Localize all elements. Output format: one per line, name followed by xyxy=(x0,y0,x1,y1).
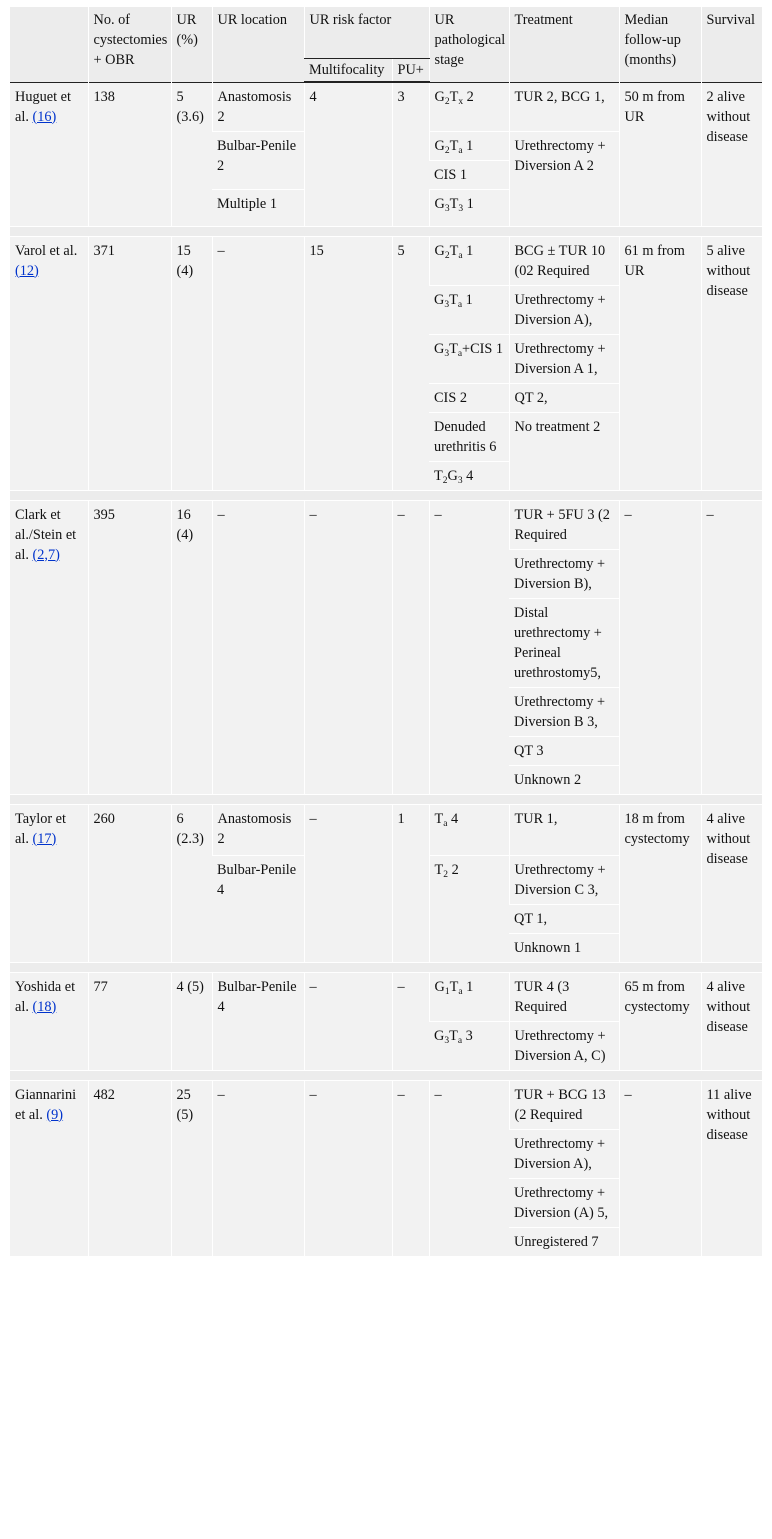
survival-cell: 2 alive without disease xyxy=(701,82,762,226)
survival-cell: 4 alive without disease xyxy=(701,972,762,1070)
survival-cell: 4 alive without disease xyxy=(701,804,762,962)
ur-percent-cell: 16 (4) xyxy=(171,500,212,794)
ur-percent-cell: 15 (4) xyxy=(171,236,212,490)
ur-stage-cell: $G_2T_a$ 1 xyxy=(429,131,509,160)
reference-link[interactable]: (9) xyxy=(46,1106,64,1123)
treatment-cell: TUR 2, BCG 1, xyxy=(509,82,619,131)
pu-plus-cell: 1 xyxy=(392,804,429,962)
survival-cell: 11 alive without disease xyxy=(701,1080,762,1256)
treatment-cell: Urethrectomy + Diversion A), xyxy=(509,285,619,334)
table-row-varol xyxy=(10,236,762,285)
row-spacer xyxy=(10,226,762,236)
reference-link[interactable]: (2,7) xyxy=(32,546,60,563)
followup-cell: 65 m from cystectomy xyxy=(619,972,701,1070)
ur-stage-cell: – xyxy=(429,500,509,794)
cystectomies-cell: 260 xyxy=(88,804,171,962)
survival-cell: 5 alive without disease xyxy=(701,236,762,490)
header-treatment: Treatment xyxy=(509,7,619,82)
ur-percent-cell: 6 (2.3) xyxy=(171,804,212,962)
treatment-cell: Urethrectomy + Diversion A 1, xyxy=(509,334,619,383)
treatment-cell: Urethrectomy + Diversion C 3, xyxy=(509,855,619,904)
pu-plus-cell: – xyxy=(392,1080,429,1256)
header-ur-pathological-stage: UR pathological stage xyxy=(429,7,509,82)
treatment-cell: Distal urethrectomy + Perineal urethrostomy5, xyxy=(509,598,619,687)
ur-stage-cell: $G_3T_3$ 1 xyxy=(429,189,509,226)
ur-location-cell: – xyxy=(212,500,304,794)
header-ur-risk-factor: UR risk factor xyxy=(304,7,429,59)
ur-location-cell: Bulbar-Penile 4 xyxy=(212,855,304,962)
cystectomies-cell: 371 xyxy=(88,236,171,490)
header-cystectomies: No. of cystectomies + OBR xyxy=(88,7,171,82)
ur-location-cell: Anastomosis 2 xyxy=(212,82,304,131)
ur-stage-cell: $G_2T_x$ 2 xyxy=(429,82,509,131)
treatment-cell: Urethrectomy + Diversion A), xyxy=(509,1129,619,1178)
header-author xyxy=(10,7,88,82)
followup-cell: – xyxy=(619,1080,701,1256)
table-row-clark xyxy=(10,500,762,549)
ur-stage-cell: CIS 1 xyxy=(429,160,509,189)
ur-location-cell: Anastomosis 2 xyxy=(212,804,304,855)
author-cell: Clark et al./Stein et al. (2,7) xyxy=(10,500,88,794)
pu-plus-cell: – xyxy=(392,500,429,794)
treatment-cell: Unknown 2 xyxy=(509,765,619,794)
header-ur-percent: UR (%) xyxy=(171,7,212,82)
table-row-taylor xyxy=(10,804,762,855)
author-cell: Huguet et al. (16) xyxy=(10,82,88,226)
treatment-cell: QT 2, xyxy=(509,383,619,412)
reference-link[interactable]: (18) xyxy=(32,998,57,1015)
treatment-cell: Urethrectomy + Diversion (A) 5, xyxy=(509,1178,619,1227)
treatment-cell: Urethrectomy + Diversion B), xyxy=(509,549,619,598)
treatment-cell: TUR + BCG 13 (2 Required xyxy=(509,1080,619,1129)
treatment-cell: Urethrectomy + Diversion A, C) xyxy=(509,1021,619,1070)
treatment-cell: No treatment 2 xyxy=(509,412,619,490)
survival-cell: – xyxy=(701,500,762,794)
ur-stage-cell: $T_2G_3$ 4 xyxy=(429,461,509,490)
ur-stage-cell: $G_3T_a$ 1 xyxy=(429,285,509,334)
multifocality-cell: – xyxy=(304,1080,392,1256)
header-multifocality: Multifocality xyxy=(304,59,392,83)
pu-plus-cell: – xyxy=(392,972,429,1070)
followup-cell: – xyxy=(619,500,701,794)
ur-location-cell: Multiple 1 xyxy=(212,189,304,226)
followup-cell: 18 m from cystectomy xyxy=(619,804,701,962)
followup-cell: 50 m from UR xyxy=(619,82,701,226)
pu-plus-cell: 5 xyxy=(392,236,429,490)
table-row-huguet xyxy=(10,82,762,131)
header-median-followup: Median follow-up (months) xyxy=(619,7,701,82)
row-spacer xyxy=(10,1070,762,1080)
cystectomies-cell: 138 xyxy=(88,82,171,226)
row-spacer xyxy=(10,962,762,972)
treatment-cell: TUR + 5FU 3 (2 Required xyxy=(509,500,619,549)
header-ur-location: UR location xyxy=(212,7,304,82)
table-row-giannarini xyxy=(10,1080,762,1129)
ur-location-cell: Bulbar-Penile 4 xyxy=(212,972,304,1070)
header-survival: Survival xyxy=(701,7,762,82)
ur-stage-cell: – xyxy=(429,1080,509,1256)
author-cell: Varol et al. (12) xyxy=(10,236,88,490)
treatment-cell: TUR 4 (3 Required xyxy=(509,972,619,1021)
ur-location-cell: – xyxy=(212,236,304,490)
ur-location-cell: – xyxy=(212,1080,304,1256)
ur-stage-cell: $G_3T_a+CIS$ 1 xyxy=(429,334,509,383)
treatment-cell: QT 1, xyxy=(509,904,619,933)
ur-stage-cell: $T_2$ 2 xyxy=(429,855,509,962)
multifocality-cell: 4 xyxy=(304,82,392,226)
ur-percent-cell: 4 (5) xyxy=(171,972,212,1070)
author-cell: Giannarini et al. (9) xyxy=(10,1080,88,1256)
row-spacer xyxy=(10,490,762,500)
ur-stage-cell: $G_1T_a$ 1 xyxy=(429,972,509,1021)
treatment-cell: Urethrectomy + Diversion B 3, xyxy=(509,687,619,736)
ur-percent-cell: 25 (5) xyxy=(171,1080,212,1256)
multifocality-cell: – xyxy=(304,804,392,962)
row-spacer xyxy=(10,794,762,804)
reference-link[interactable]: (16) xyxy=(32,108,57,125)
urethral-recurrence-table xyxy=(10,7,762,1257)
reference-link[interactable]: (17) xyxy=(32,830,57,847)
ur-stage-cell: $G_2T_a$ 1 xyxy=(429,236,509,285)
cystectomies-cell: 77 xyxy=(88,972,171,1070)
reference-link[interactable]: (12) xyxy=(15,262,39,279)
ur-stage-cell: $G_3T_a$ 3 xyxy=(429,1021,509,1070)
treatment-cell: Unregistered 7 xyxy=(509,1227,619,1256)
author-cell: Taylor et al. (17) xyxy=(10,804,88,962)
table-row-yoshida xyxy=(10,972,762,1021)
cystectomies-cell: 482 xyxy=(88,1080,171,1256)
treatment-cell: Unknown 1 xyxy=(509,933,619,962)
author-cell: Yoshida et al. (18) xyxy=(10,972,88,1070)
ur-stage-cell: Denuded urethritis 6 xyxy=(429,412,509,461)
ur-location-cell: Bulbar-Penile 2 xyxy=(212,131,304,189)
ur-stage-cell: $T_a$ 4 xyxy=(429,804,509,855)
treatment-cell: BCG ± TUR 10 (02 Required xyxy=(509,236,619,285)
cystectomies-cell: 395 xyxy=(88,500,171,794)
ur-stage-cell: CIS 2 xyxy=(429,383,509,412)
multifocality-cell: – xyxy=(304,500,392,794)
followup-cell: 61 m from UR xyxy=(619,236,701,490)
treatment-cell: Urethrectomy + Diversion A 2 xyxy=(509,131,619,226)
treatment-cell: QT 3 xyxy=(509,736,619,765)
pu-plus-cell: 3 xyxy=(392,82,429,226)
multifocality-cell: 15 xyxy=(304,236,392,490)
ur-percent-cell: 5 (3.6) xyxy=(171,82,212,226)
header-pu-plus: PU+ xyxy=(392,59,429,83)
treatment-cell: TUR 1, xyxy=(509,804,619,855)
multifocality-cell: – xyxy=(304,972,392,1070)
